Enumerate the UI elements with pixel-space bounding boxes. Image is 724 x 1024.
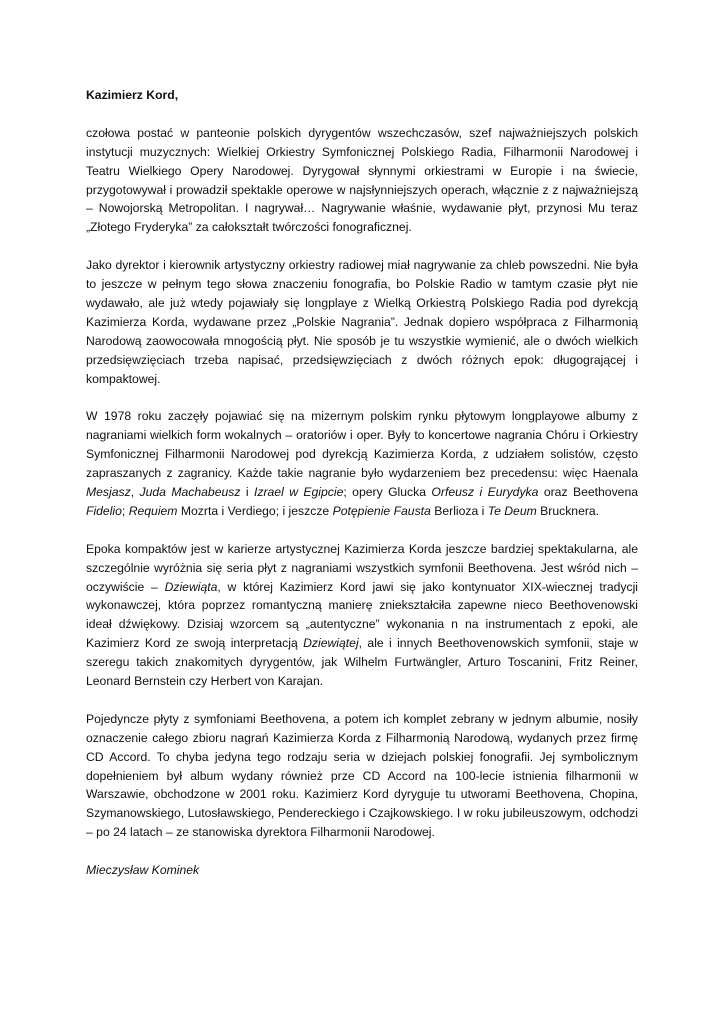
paragraph-3-text: Mozrta i Verdiego; i jeszcze xyxy=(177,503,333,518)
work-title: Izrael w Egipcie xyxy=(253,484,344,499)
paragraph-3-text: Brucknera. xyxy=(536,503,600,518)
paragraph-4-text: , ale i innych Beethovenowskich symfonii, staje w szeregu takich znakomitych dyrygentów, jak Wilhelm Furtwängler, Arturo Toscanini, Fritz Reiner, Leonard Bernstein czy Herbert von Karajan. xyxy=(86,636,638,689)
paragraph-1: czołowa postać w panteonie polskich dyrygentów wszechczasów, szef najważniejszych polskich instytucji muzycznych: Wielkiej Orkiestry Symfonicznej Polskiego Radia, Filharmonii Narodowej i Teatru Wielkiego Opery Narodowej. Dyrygował słynnymi orkiestrami w Europie i na świecie, przygotowywał i prowadził spektakle operowe w najsłynniejszych operach, włącznie z z najważniejszą – Nowojorską Metropolitan. I nagrywał… Nagrywanie właśnie, wydawanie płyt, przynosi Mu teraz „Złotego Fryderyka” za całokształt twórczości fonograficznej. xyxy=(86,125,638,235)
work-title: Dziewiątej xyxy=(303,636,359,651)
paragraph-3-text: Berlioza i xyxy=(430,503,488,518)
work-title: Te Deum xyxy=(487,503,537,518)
paragraph-3-text: W 1978 roku zaczęły pojawiać się na mizernym polskim rynku płytowym longplayowe albumy z nagraniami wielkich form wokalnych – oratoriów i oper. Były to koncertowe nagrania Chóru i Orkiestry Symfonicznej Filharmonii Narodowej pod dyrekcją Kazimierza Korda, z udziałem solistów, często zapraszanych z zagranicy. Każde takie nagranie było wydarzeniem bez precedensu: więc Haenala xyxy=(86,409,638,481)
paragraph-2: Jako dyrektor i kierownik artystyczny orkiestry radiowej miał nagrywanie za chleb powszedni. Nie była to jeszcze w pełnym tego słowa znaczeniu fonografia, bo Polskie Radio w tamtym czasie płyt nie wydawało, ale już wtedy pojawiały się longplaye z Wielką Orkiestrą Polskiego Radia pod dyrekcją Kazimierza Korda, wydawane przez „Polskie Nagrania”. Jednak dopiero współpraca z Filharmonią Narodową zaowocowała mnogością płyt. Nie sposób je tu wszystkie wymienić, ale o dwóch wielkich przedsięwzięciach trzeba napisać, przedsięwzięciach z dwóch różnych epok: długogrającej i kompaktowej. xyxy=(86,258,638,386)
paragraph-3-text: i xyxy=(240,484,254,499)
paragraph-3 xyxy=(86,407,638,520)
paragraph-5: Pojedyncze płyty z symfoniami Beethovena, a potem ich komplet zebrany w jednym albumie, nosiły oznaczenie całego zbioru nagrań Kazimierza Korda z Filharmonią Narodową, wydanych przez firmę CD Accord. To chyba jedyna tego rodzaju seria w dziejach polskiej fonografii. Jej symbolicznym dopełnieniem był album wydany również prze CD Accord na 100-lecie istnienia filharmonii w Warszawie, obchodzone w 2001 roku. Kazimierz Kord dyryguje tu utworami Beethovena, Chopina, Szymanowskiego, Lutosławskiego, Pendereckiego i Czajkowskiego. I w roku jubileuszowym, odchodzi – po 24 latach – ze stanowiska dyrektora Filharmonii Narodowej. xyxy=(86,711,638,840)
document-title: Kazimierz Kord, xyxy=(86,88,179,102)
work-title: Potępienie Fausta xyxy=(332,503,431,518)
paragraph-3-text: oraz Beethovena xyxy=(538,484,639,499)
paragraph-4 xyxy=(86,540,638,691)
work-title: Requiem xyxy=(128,503,178,518)
work-title: Mesjasz xyxy=(86,484,131,499)
paragraph-3-text: , xyxy=(130,484,140,499)
paragraph-4-text: , w której Kazimierz Kord jawi się jako kontynuator XIX-wiecznej tradycji wykonawczej, która poprzez romantyczną manierę zniekształciła zapewne nieco Beethovenowski ideał dźwiękowy. Dzisiaj wzorcem są „autentyczne” wykonania n na instrumentach z epoki, ale Kazimierz Kord ze swoją interpretacją xyxy=(86,579,638,651)
work-title: Fidelio xyxy=(86,503,122,518)
work-title: Orfeusz i Eurydyka xyxy=(431,484,539,499)
work-title: Dziewiąta xyxy=(164,579,218,594)
paragraph-3-text: ; xyxy=(121,503,129,518)
paragraph-3-text: ; opery Glucka xyxy=(343,484,432,499)
author-signature: Mieczysław Kominek xyxy=(86,863,200,878)
paragraph-4-text: Epoka kompaktów jest w karierze artystycznej Kazimierza Korda jeszcze bardziej spektakularna, ale szczególnie wyróżnia się seria płyt z nagraniami wszystkich symfonii Beethovena. Jest wśród nich – oczywiście – xyxy=(86,541,638,594)
work-title: Juda Machabeusz xyxy=(139,484,241,499)
